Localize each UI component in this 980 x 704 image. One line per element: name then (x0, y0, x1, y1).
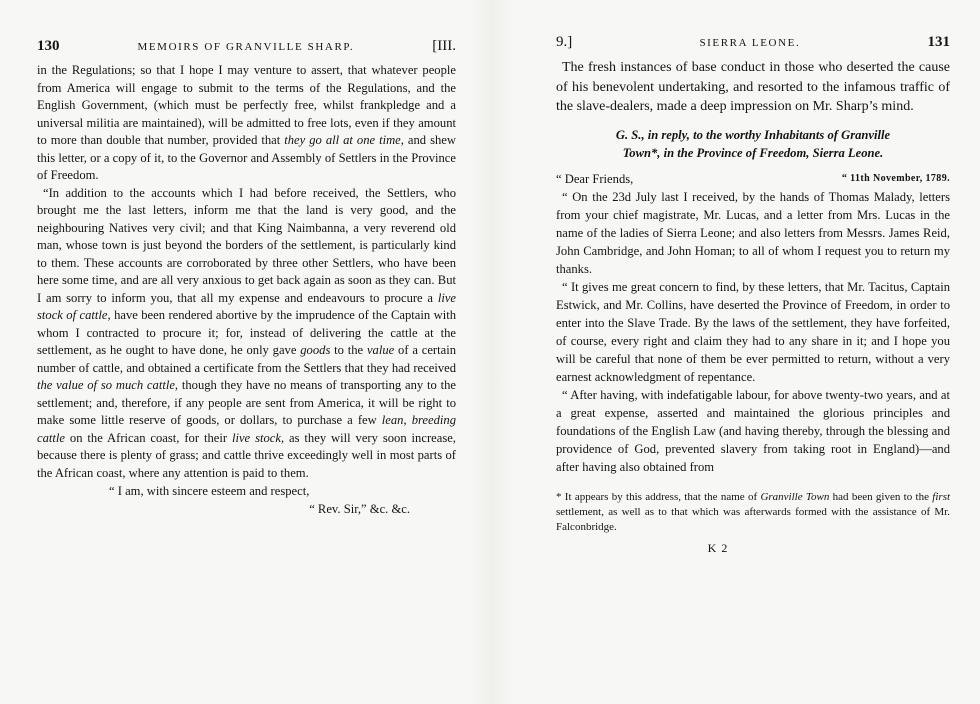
right-section-mark: 9.] (556, 34, 573, 50)
left-running-head (37, 38, 456, 62)
left-page-number: 130 (37, 38, 60, 54)
right-page-number: 131 (927, 34, 950, 50)
paragraph: “In addition to the accounts which I had before received, the Settlers, who brought me the last letters, inform me that the land is very good, and the neighbouring Natives very civil; and that King Naimbanna, a very reverend old man, whose town is just beyond the borders of the settlement, is particularly kind to them. These accounts are corroborated by three other Settlers, who have been here some time, and are all very anxious to get back again as soon as they can. But I am sorry to inform you, that all my expense and endeavours to procure a live stock of cattle, have been rendered abortive by the imprudence of the Captain with whom I contracted to procure it; for, instead of delivering the cattle at the settlement, as he ought to have done, he only gave goods to the value of a certain number of cattle, and obtained a certificate from the Settlers that they had received the value of so much cattle, though they have no means of transporting any to the settlement; and, therefore, if any people are sent from America, it will be right to make some little reserve of goods, or dollars, to purchase a few lean, breeding cattle on the African coast, for their live stock, as they will very soon increase, because there is plenty of grass; and cattle thrive exceedingly well in most parts of the African coast, where any attention is paid to them. (37, 185, 457, 480)
left-running-title: MEMOIRS OF GRANVILLE SHARP. (137, 41, 355, 53)
closing-line: “ I am, with sincere esteem and respect, (109, 484, 310, 498)
paragraph: “ After having, with indefatigable labour, for above twenty-two years, and at a great expense, asserted and maintained the glorious principles and foundations of the English Law (and having thereby, through the blessing and providence of God, prevented slavery from taking root in England)—and after having also obtained from (556, 387, 950, 474)
left-section-mark: [III. (432, 38, 456, 54)
printer-signature: K 2 (707, 540, 729, 555)
letter-heading: G. S., in reply, to the worthy Inhabitants of Granville Town*, in the Province of Freedom, Sierra Leone. (615, 127, 891, 160)
letter-date: “ 11th November, 1789. (841, 172, 950, 184)
paragraph: “ On the 23d July last I received, by the hands of Thomas Malady, letters from your chief magistrate, Mr. Lucas, and a letter from Mrs. Lucas in the name of the ladies of Sierra Leone; and also letters from Messrs. James Reid, John Cambridge, and John Homan; to all of whom I request you to return my thanks. (556, 189, 950, 276)
right-intro-text (556, 58, 950, 117)
closing-line: “ Rev. Sir,” &c. &c. (309, 502, 410, 516)
book-gutter (470, 0, 512, 704)
left-body-text (37, 62, 456, 518)
salutation: “ Dear Friends, (556, 171, 634, 186)
right-running-head (556, 34, 950, 58)
left-page (0, 0, 470, 704)
right-page (512, 0, 980, 704)
paragraph: The fresh instances of base conduct in those who deserted the cause of his benevolent undertaking, and resorted to the infamous traffic of the slave-dealers, made a deep impression on Mr. Sharp’s mind. (556, 60, 950, 114)
footnote: * It appears by this address, that the name of Granville Town had been given to the first settlement, as well as to that which was afterwards formed with the assistance of Mr. Falconbridge. (556, 490, 951, 533)
letter-closing (37, 482, 456, 518)
right-running-title: SIERRA LEONE. (699, 37, 801, 49)
paragraph: in the Regulations; so that I hope I may venture to assert, that whatever people from America will engage to submit to the terms of the Regulations, and the English Government, (which must be perfectly free, whilst frankpledge and a universal militia are maintained), will be admitted to free lots, even if they amount to more than double that number, provided that they go all at one time, and shew this letter, or a copy of it, to the Governor and Assembly of Settlers in the Province of Freedom. (37, 63, 456, 182)
letter-salutation-line (556, 170, 950, 188)
paragraph: “ It gives me great concern to find, by these letters, that Mr. Tacitus, Captain Estwick, and Mr. Collins, have deserted the Province of Freedom, in order to enter into the Slave Trade. By the laws of the settlement, they have forfeited, of course, every right and claim they had to any share in it; and I hope you will be careful that none of them be ever permitted to return, without a very earnest acknowledgment of repentance. (556, 279, 950, 384)
letter-body (556, 188, 950, 476)
